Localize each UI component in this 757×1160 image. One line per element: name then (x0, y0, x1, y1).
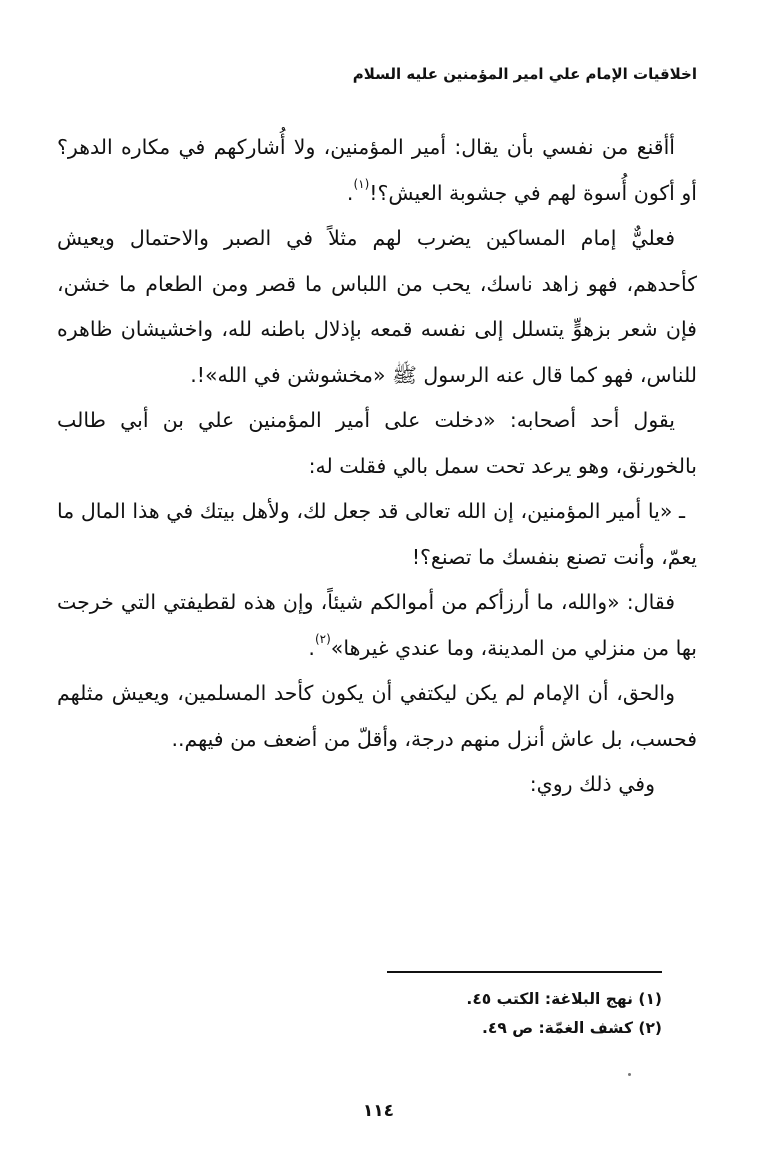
paragraph-4: ـ «يا أمير المؤمنين، إن الله تعالى قد جعل لك، ولأهل بيتك في هذا المال ما يعمّ، وأنت تصنع بنفسك ما تصنع؟! (57, 499, 697, 569)
paragraph-1-tail: . (346, 180, 354, 205)
paragraph-1 (57, 125, 697, 216)
footnote-2: (٢) كشف الغمّة: ص ٤٩. (481, 1019, 662, 1037)
running-header: اخلاقيات الإمام علي امير المؤمنين عليه السلام (352, 65, 697, 83)
main-text (57, 125, 697, 808)
paragraph-2: فعليٌّ إمام المساكين يضرب لهم مثلاً في الصبر والاحتمال ويعيش كأحدهم، فهو زاهد ناسك، يحب من اللباس ما قصر ومن الطعام ما خشن، فإن شعر بزهوٍّ يتسلل إلى نفسه قمعه بإذلال باطنه لله، واخشيشان ظاهره للناس، فهو كما قال عنه الرسول ﷺ «مخشوشن في الله»!. (57, 226, 697, 387)
paragraph-5-tail: . (308, 635, 315, 660)
page-number: ١١٤ (362, 1101, 395, 1121)
footnote-divider (387, 971, 662, 973)
footnote-marker-1: (١) (353, 176, 370, 191)
paragraph-1-text: أأقنع من نفسي بأن يقال: أمير المؤمنين، ولا أُشاركهم في مكاره الدهر؟ أو أكون أُسوة لهم في جشوبة العيش؟! (57, 135, 697, 205)
footnote-1: (١) نهج البلاغة: الكتب ٤٥. (466, 990, 662, 1008)
footnote-marker-2: (٢) (314, 631, 331, 646)
print-speck (628, 1073, 631, 1076)
paragraph-3: يقول أحد أصحابه: «دخلت على أمير المؤمنين علي بن أبي طالب بالخورنق، وهو يرعد تحت سمل بالي فقلت له: (57, 408, 697, 478)
paragraph-7: وفي ذلك روي: (529, 772, 655, 796)
paragraph-5 (57, 580, 697, 671)
footnotes (62, 985, 662, 1043)
paragraph-5-text: فقال: «والله، ما أرزأكم من أموالكم شيئاً، وإن هذه لقطيفتي التي خرجت بها من منزلي من المدينة، وما عندي غيرها» (57, 590, 697, 660)
paragraph-6: والحق، أن الإمام لم يكن ليكتفي أن يكون كأحد المسلمين، ويعيش مثلهم فحسب، بل عاش أنزل منهم درجة، وأقلّ من أضعف من فيهم.. (57, 681, 697, 751)
